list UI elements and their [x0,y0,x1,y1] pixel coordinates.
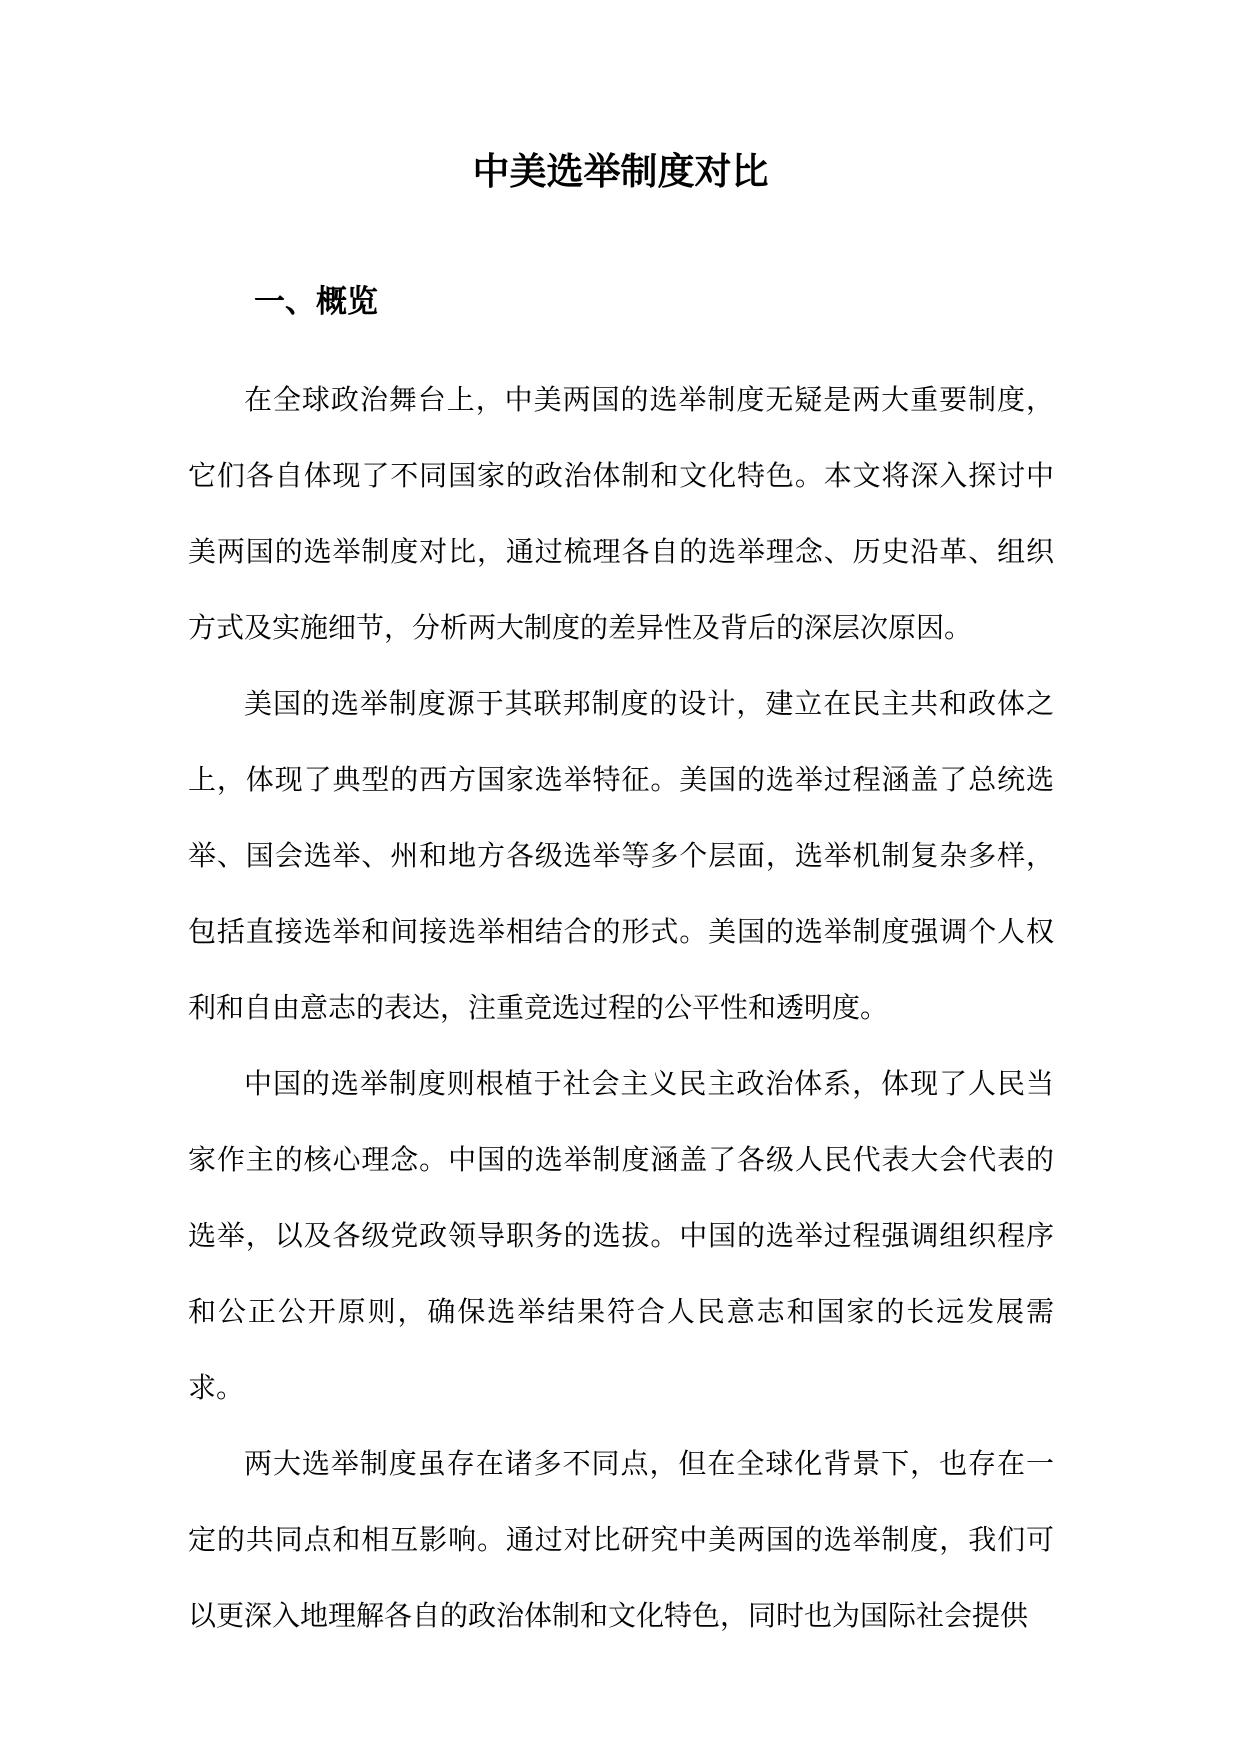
section-heading: 一、概览 [254,284,378,320]
paragraph-comparison: 两大选举制度虽存在诸多不同点，但在全球化背景下，也存在一定的共同点和相互影响。通过对比研究中美两国的选举制度，我们可以更深入地理解各自的政治体制和文化特色，同时也为国际社会提供 [188,1447,1054,1632]
paragraph-us-system: 美国的选举制度源于其联邦制度的设计，建立在民主共和政体之上，体现了典型的西方国家选举特征。美国的选举过程涵盖了总统选举、国会选举、州和地方各级选举等多个层面，选举机制复杂多样，包括直接选举和间接选举相结合的形式。美国的选举制度强调个人权利和自由意志的表达，注重竞选过程的公平性和透明度。 [188,687,1054,1024]
document-title: 中美选举制度对比 [472,150,769,193]
paragraph-china-system: 中国的选举制度则根植于社会主义民主政治体系，体现了人民当家作主的核心理念。中国的选举制度涵盖了各级人民代表大会代表的选举，以及各级党政领导职务的选拔。中国的选举过程强调组织程序和公正公开原则，确保选举结果符合人民意志和国家的长远发展需求。 [188,1067,1054,1404]
body-text [188,362,1054,1654]
paragraph-overview: 在全球政治舞台上，中美两国的选举制度无疑是两大重要制度，它们各自体现了不同国家的政治体制和文化特色。本文将深入探讨中美两国的选举制度对比，通过梳理各自的选举理念、历史沿革、组织方式及实施细节，分析两大制度的差异性及背后的深层次原因。 [188,383,1054,644]
